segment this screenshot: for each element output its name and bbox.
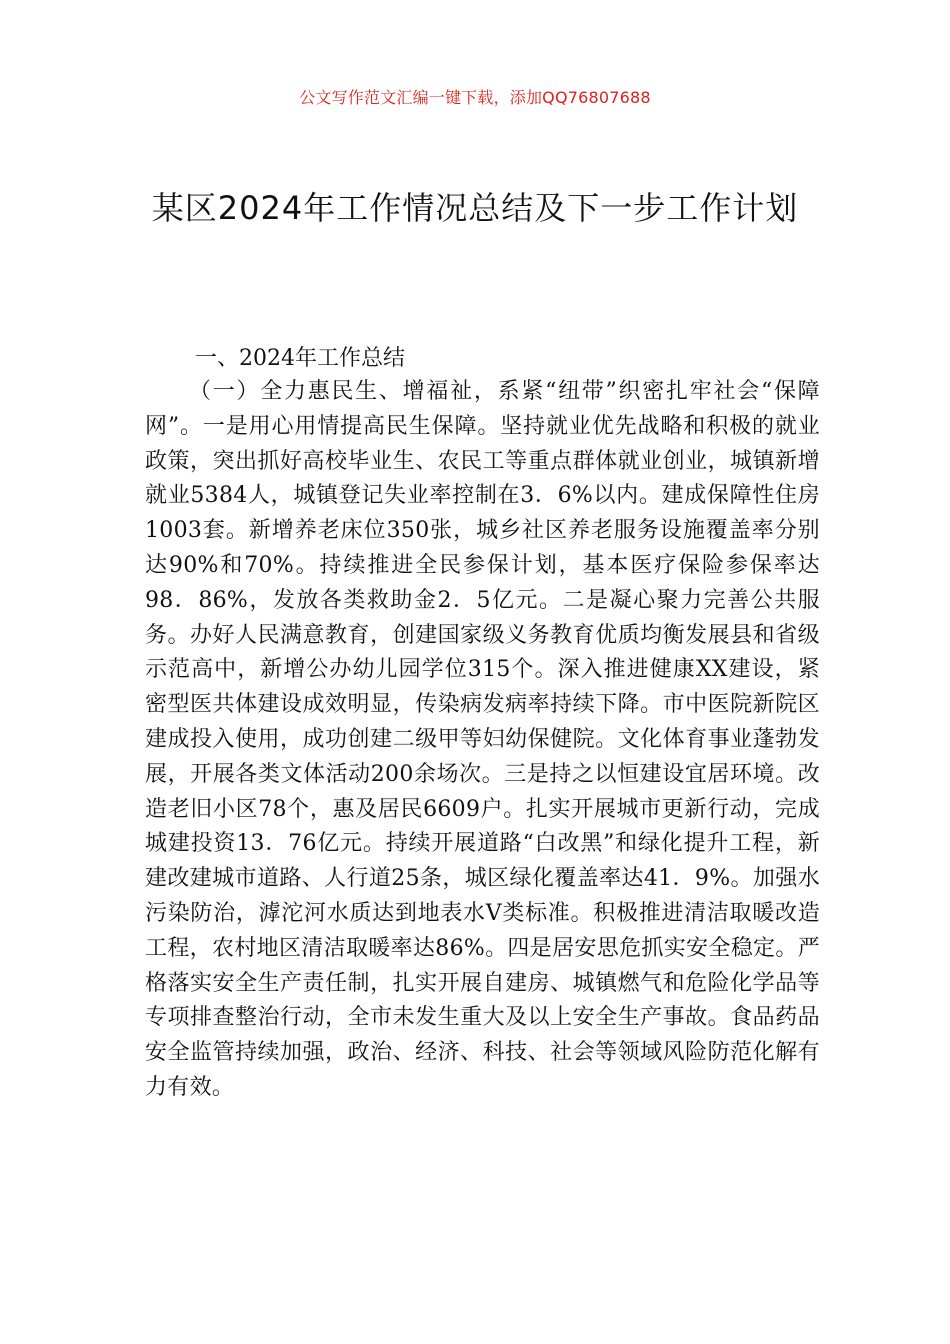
document-title: 某区2024年工作情况总结及下一步工作计划 [151, 189, 799, 227]
promo-banner: 公文写作范文汇编一键下载，添加QQ76807688 [299, 88, 651, 107]
section-heading: 一、2024年工作总结 [195, 346, 405, 371]
body-paragraph: （一）全力惠民生、增福祉，系紧“纽带”织密扎牢社会“保障网”。一是用心用情提高民生保障。坚持就业优先战略和积极的就业政策，突出抓好高校毕业生、农民工等重点群体就业创业，城镇新增就业5384人，城镇登记失业率控制在3．6%以内。建成保障性住房1003套。新增养老床位350张，城乡社区养老服务设施覆盖率分别达90%和70%。持续推进全民参保计划，基本医疗保险参保率达98．86%，发放各类救助金2．5亿元。二是凝心聚力完善公共服务。办好人民满意教育，创建国家级义务教育优质均衡发展县和省级示范高中，新增公办幼儿园学位315个。深入推进健康XX建设，紧密型医共体建设成效明显，传染病发病率持续下降。市中医院新院区建成投入使用，成功创建二级甲等妇幼保健院。文化体育事业蓬勃发展，开展各类文体活动200余场次。三是持之以恒建设宜居环境。改造老旧小区78个，惠及居民6609户。扎实开展城市更新行动，完成城建投资13．76亿元。持续开展道路“白改黑”和绿化提升工程，新建改建城市道路、人行道25条，城区绿化覆盖率达41．9%。加强水污染防治，滹沱河水质达到地表水Ⅴ类标准。积极推进清洁取暖改造工程，农村地区清洁取暖率达86%。四是居安思危抓实安全稳定。严格落实安全生产责任制，扎实开展自建房、城镇燃气和危险化学品等专项排查整治行动，全市未发生重大及以上安全生产事故。食品药品安全监管持续加强，政治、经济、科技、社会等领域风险防范化解有力有效。 [145, 379, 820, 1100]
